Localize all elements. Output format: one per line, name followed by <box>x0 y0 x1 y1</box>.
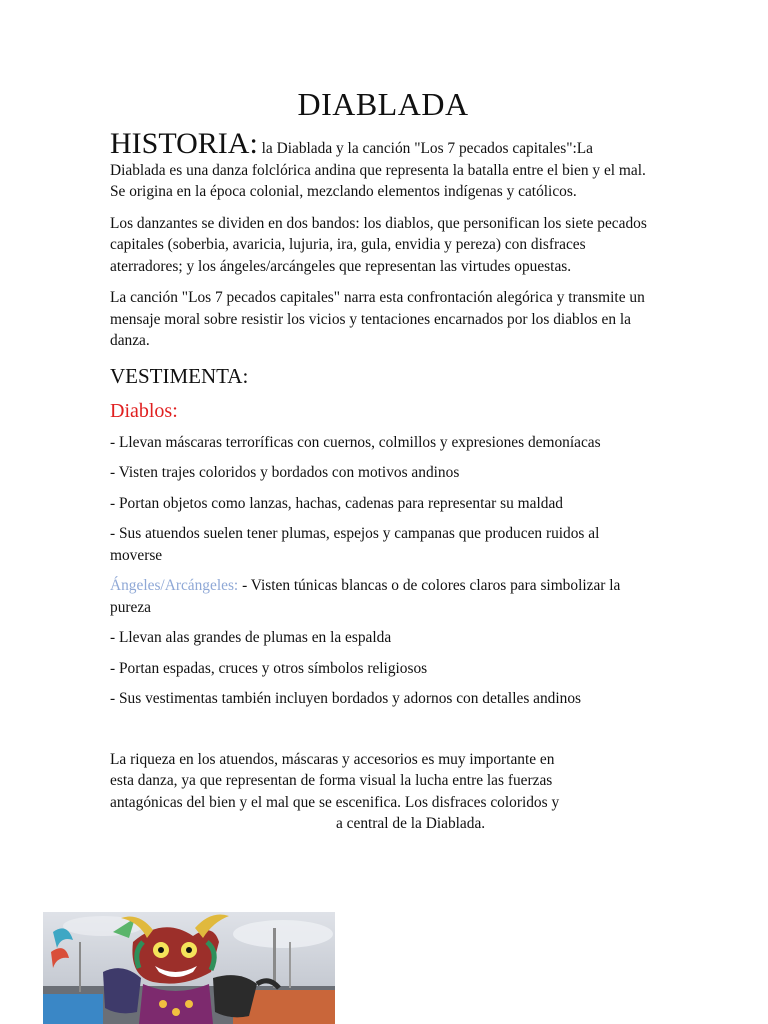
vestimenta-heading: VESTIMENTA: <box>110 363 249 388</box>
historia-paragraph <box>110 129 650 203</box>
document-body <box>110 86 650 835</box>
list-item: - Llevan alas grandes de plumas en la espalda <box>110 629 392 646</box>
diablos-heading: Diablos: <box>110 399 178 422</box>
paragraph-danzantes: Los danzantes se dividen en dos bandos: los diablos, que personifican los siete pecados capitales (soberbia, avaricia, lujuria, ira, gula, envidia y pereza) con disfraces aterradores; y los ángeles/arcángeles que representan las virtudes opuestas. <box>110 214 647 275</box>
paragraph-cancion: La canción "Los 7 pecados capitales" narra esta confrontación alegórica y transmite un mensaje moral sobre resistir los vicios y tentaciones encarnados por los diablos en la danza. <box>110 289 645 349</box>
list-item: - Llevan máscaras terroríficas con cuernos, colmillos y expresiones demoníacas <box>110 433 601 451</box>
closing-line: esta danza, ya que representan de forma visual la lucha entre las fuerzas <box>110 772 553 789</box>
closing-line: La riqueza en los atuendos, máscaras y accesorios es muy importante en <box>110 750 555 768</box>
closing-line: a central de la Diablada. <box>336 815 486 832</box>
angeles-text: - Visten túnicas blancas o de colores claros para simbolizar la pureza <box>110 577 621 616</box>
photo-illustration <box>43 912 335 1024</box>
list-item: - Sus vestimentas también incluyen bordados y adornos con detalles andinos <box>110 690 582 707</box>
angeles-paragraph <box>110 575 650 618</box>
historia-label: HISTORIA: <box>110 127 258 160</box>
closing-paragraph <box>110 749 650 835</box>
list-item: - Sus atuendos suelen tener plumas, espejos y campanas que producen ruidos al moverse <box>110 525 600 564</box>
list-item: - Portan objetos como lanzas, hachas, cadenas para representar su maldad <box>110 494 563 512</box>
closing-line: antagónicas del bien y el mal que se escenifica. Los disfraces coloridos y <box>110 793 560 811</box>
document-title: DIABLADA <box>297 86 469 122</box>
list-item: - Portan espadas, cruces y otros símbolos religiosos <box>110 659 428 677</box>
historia-text: la Diablada y la canción "Los 7 pecados capitales":La Diablada es una danza folclórica andina que representa la batalla entre el bien y el mal. Se origina en la época colonial, mezclando elementos indígenas y católicos. <box>110 140 646 200</box>
angeles-label: Ángeles/Arcángeles: <box>110 577 239 594</box>
list-item: - Visten trajes coloridos y bordados con motivos andinos <box>110 464 460 481</box>
diablada-dancer-photo <box>43 912 335 1024</box>
spacer <box>110 719 650 749</box>
